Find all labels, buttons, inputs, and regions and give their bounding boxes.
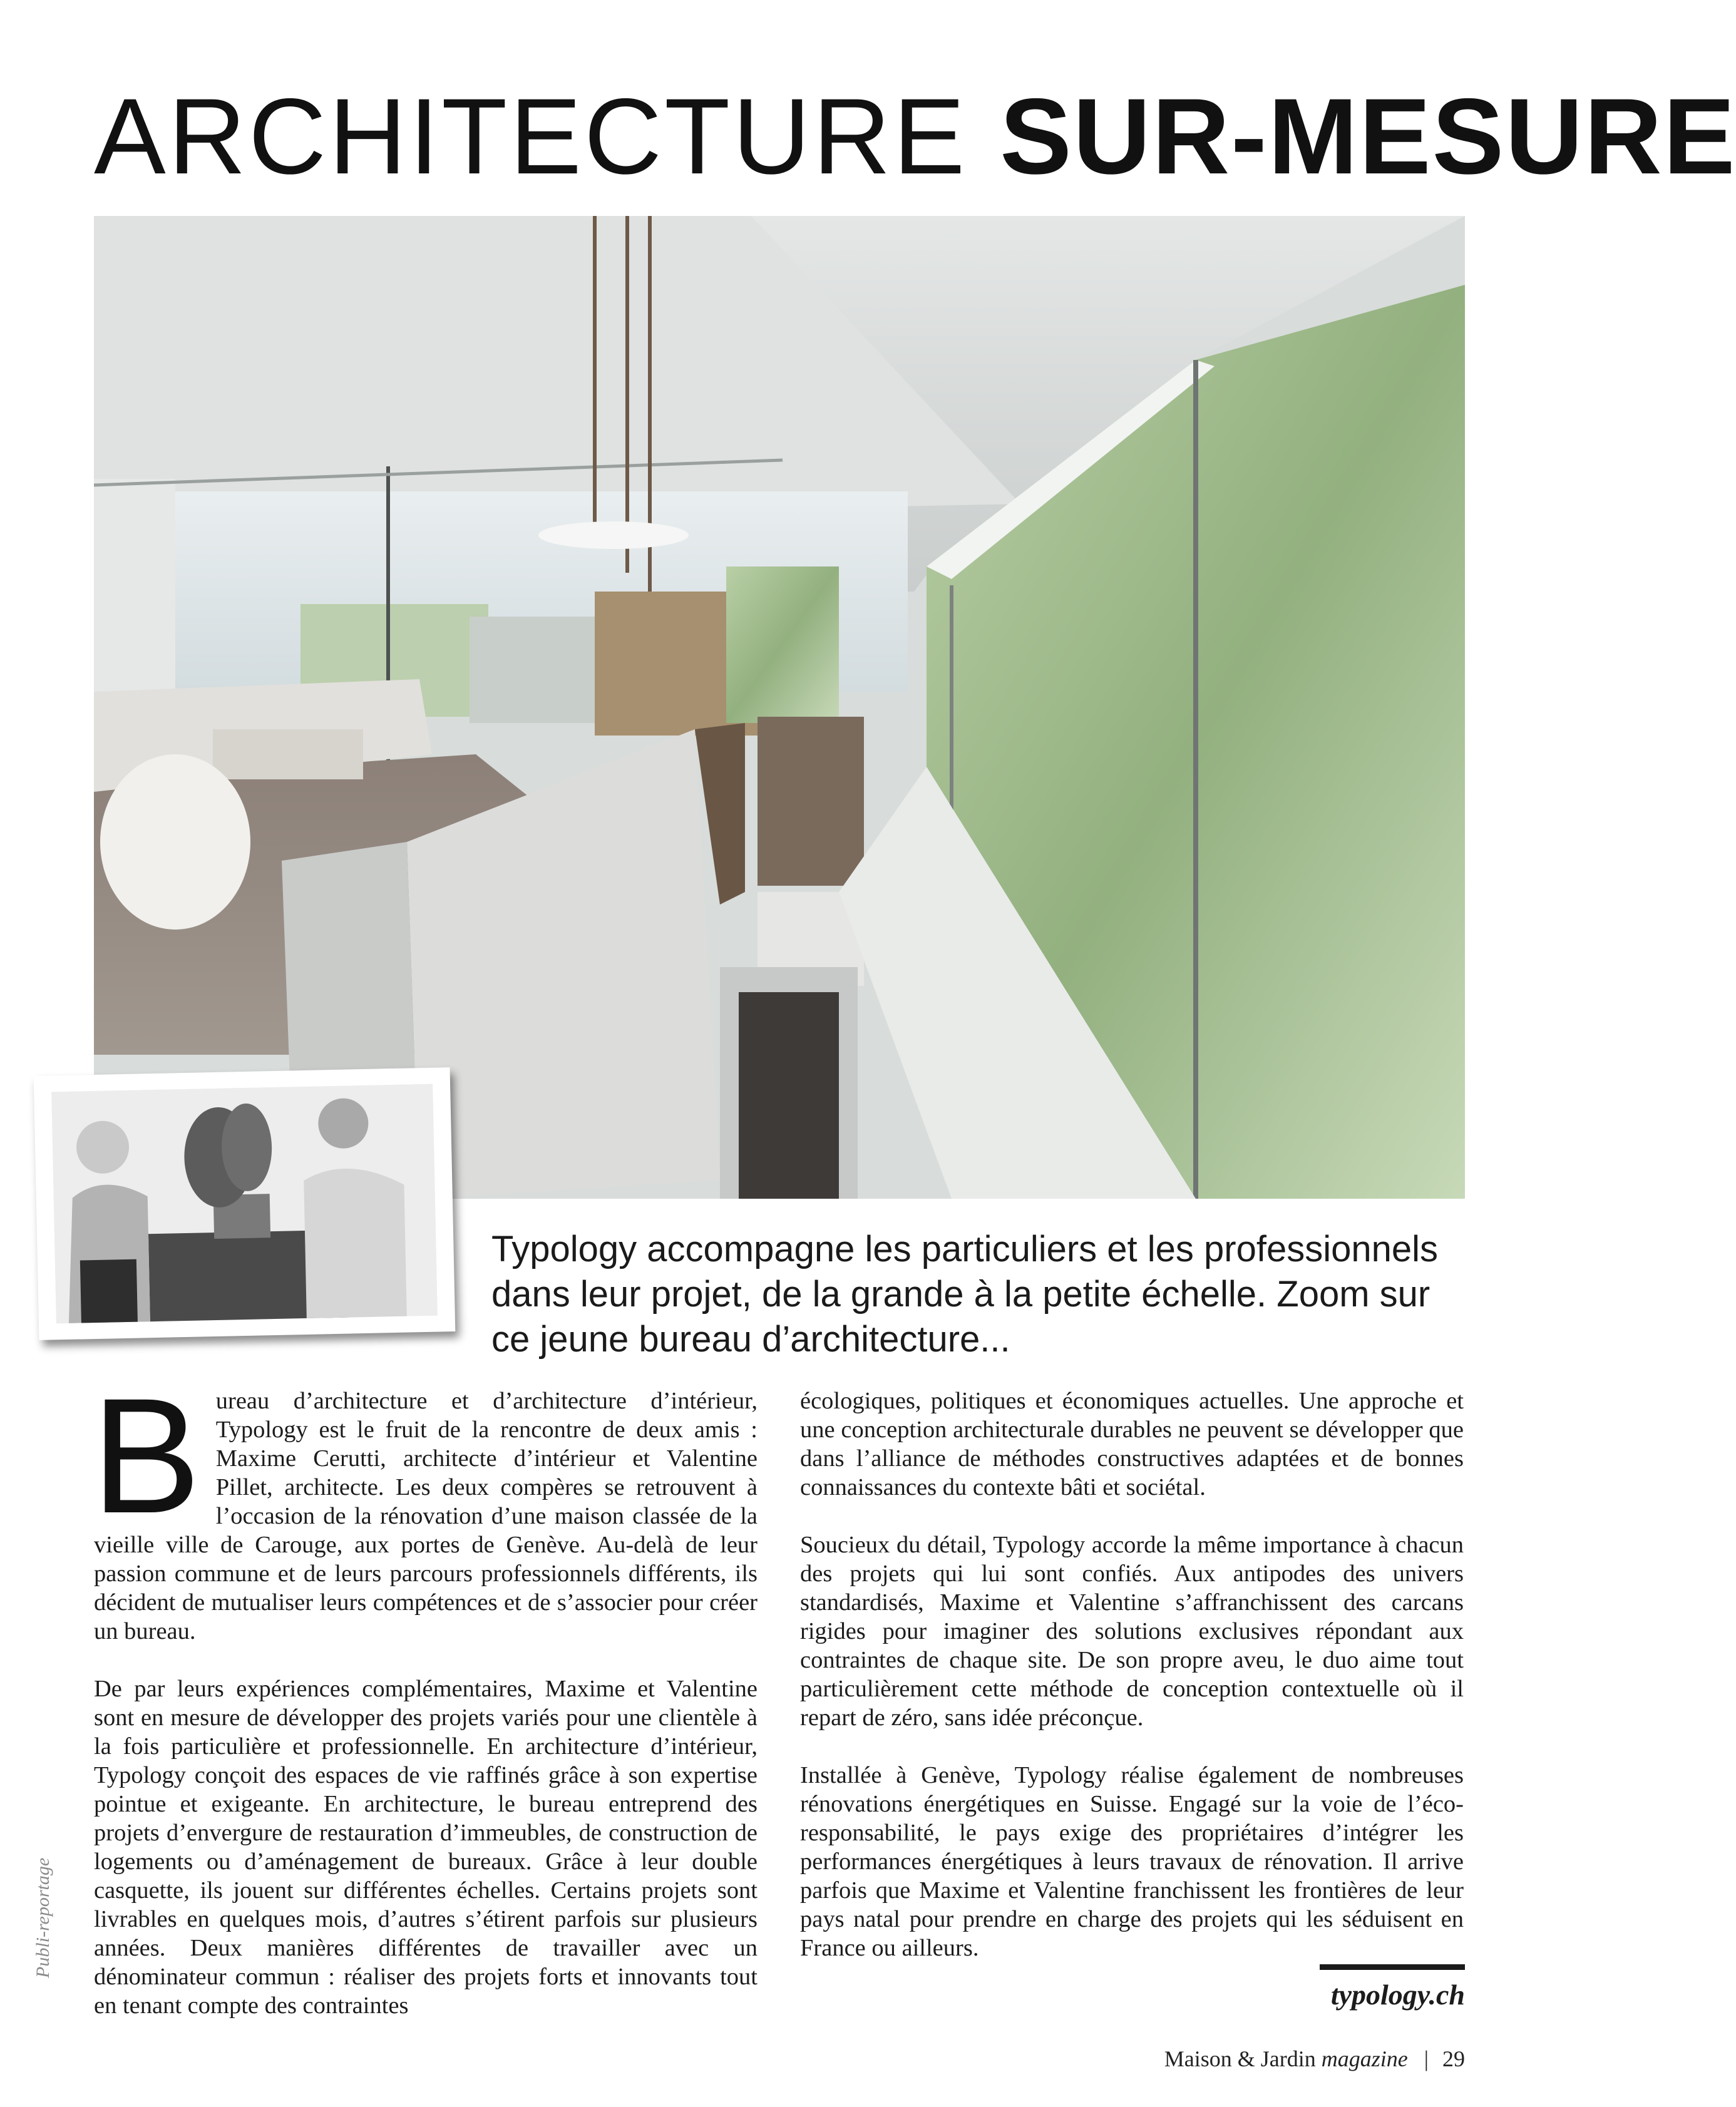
- portrait-photo-icon: [51, 1084, 438, 1324]
- article-paragraph: écologiques, politiques et économiques actuelles. Une approche et une conception architecturale durables ne peuvent se développer que dans l’alliance de méthodes constructives adaptées et de bonnes connaissances du contexte bâti et sociétal.: [800, 1388, 1464, 1500]
- website-rule: [1320, 1964, 1465, 1970]
- article-paragraph: Installée à Genève, Typology réalise également de nombreuses rénovations énergétiques en Suisse. Engagé sur la voie de l’éco-responsabilité, le pays exige des propriétaires d’intégrer les performances énergétiques à leurs travaux de rénovation. Il arrive parfois que Maxime et Valentine franchissent les frontières de leur pays natal pour prendre en charge des projets qui les séduisent en France ou ailleurs.: [800, 1762, 1464, 1961]
- page-number: 29: [1442, 2046, 1465, 2071]
- drop-cap: B: [91, 1364, 201, 1547]
- lead-paragraph: Typology accompagne les particuliers et les professionnels dans leur projet, de la grande à la petite échelle. Zoom sur ce jeune bureau d’architecture...: [491, 1229, 1439, 1360]
- article-paragraph: Soucieux du détail, Typology accorde la même importance à chacun des projets qui lui sont confiés. Aux antipodes des univers standardisés, Maxime et Valentine s’affranchissent des carcans rigides pour imaginer des solutions exclusives répondant aux contraintes de chaque site. De son propre aveu, le duo aime tout particulièrement cette méthode de conception contextuelle où il repart de zéro, sans idée préconçue.: [800, 1532, 1464, 1731]
- page-title: [94, 74, 1736, 199]
- side-label: Publi-reportage: [33, 1857, 53, 1978]
- magazine-word: magazine: [1321, 2046, 1408, 2071]
- article-paragraph: [91, 1364, 758, 1646]
- article-column-left: [91, 1364, 758, 2049]
- portrait-polaroid: [34, 1067, 456, 1340]
- page-footer: [939, 2046, 1465, 2072]
- magazine-name: Maison & Jardin: [1164, 2046, 1316, 2071]
- article-paragraph: De par leurs expériences complémentaires, Maxime et Valentine sont en mesure de développer des projets variés pour une clientèle à la fois particulière et professionnelle. En architecture d’intérieur, Typology conçoit des espaces de vie raffinés grâce à son expertise pointue et exigeante. En architecture, le bureau entreprend des projets d’envergure de restauration d’immeubles, de construction de logements ou d’aménagement de bureaux. Grâce à leur double casquette, ils jouent sur différentes échelles. Certains projets sont livrables en quelques mois, d’autres s’étirent parfois sur plusieurs années. Deux manières différentes de travailler avec un dénominateur commun : réaliser des projets forts et innovants tout en tenant compte des contraintes: [94, 1676, 758, 2019]
- footer-separator: |: [1424, 2046, 1429, 2071]
- title-light: ARCHITECTURE: [94, 76, 1000, 197]
- article-column-right: [800, 1387, 1464, 1991]
- website-link[interactable]: typology.ch: [1330, 1979, 1465, 2011]
- title-bold: SUR-MESURE: [1000, 76, 1736, 197]
- interior-photo-icon: [94, 216, 1465, 1199]
- hero-photo: [94, 216, 1465, 1199]
- paragraph-text: ureau d’architecture et d’architecture d’intérieur, Typology est le fruit de la rencontre de deux amis : Maxime Cerutti, architecte d’intérieur et Valentine Pillet, architecte. Les deux compères se retrouvent à l’occasion de la rénovation d’une maison classée de la vieille ville de Carouge, aux portes de Genève. Au-delà de leur passion commune et de leurs parcours professionnels différents, ils décident de mutualiser leurs compétences et de s’associer pour créer un bureau.: [94, 1388, 758, 1644]
